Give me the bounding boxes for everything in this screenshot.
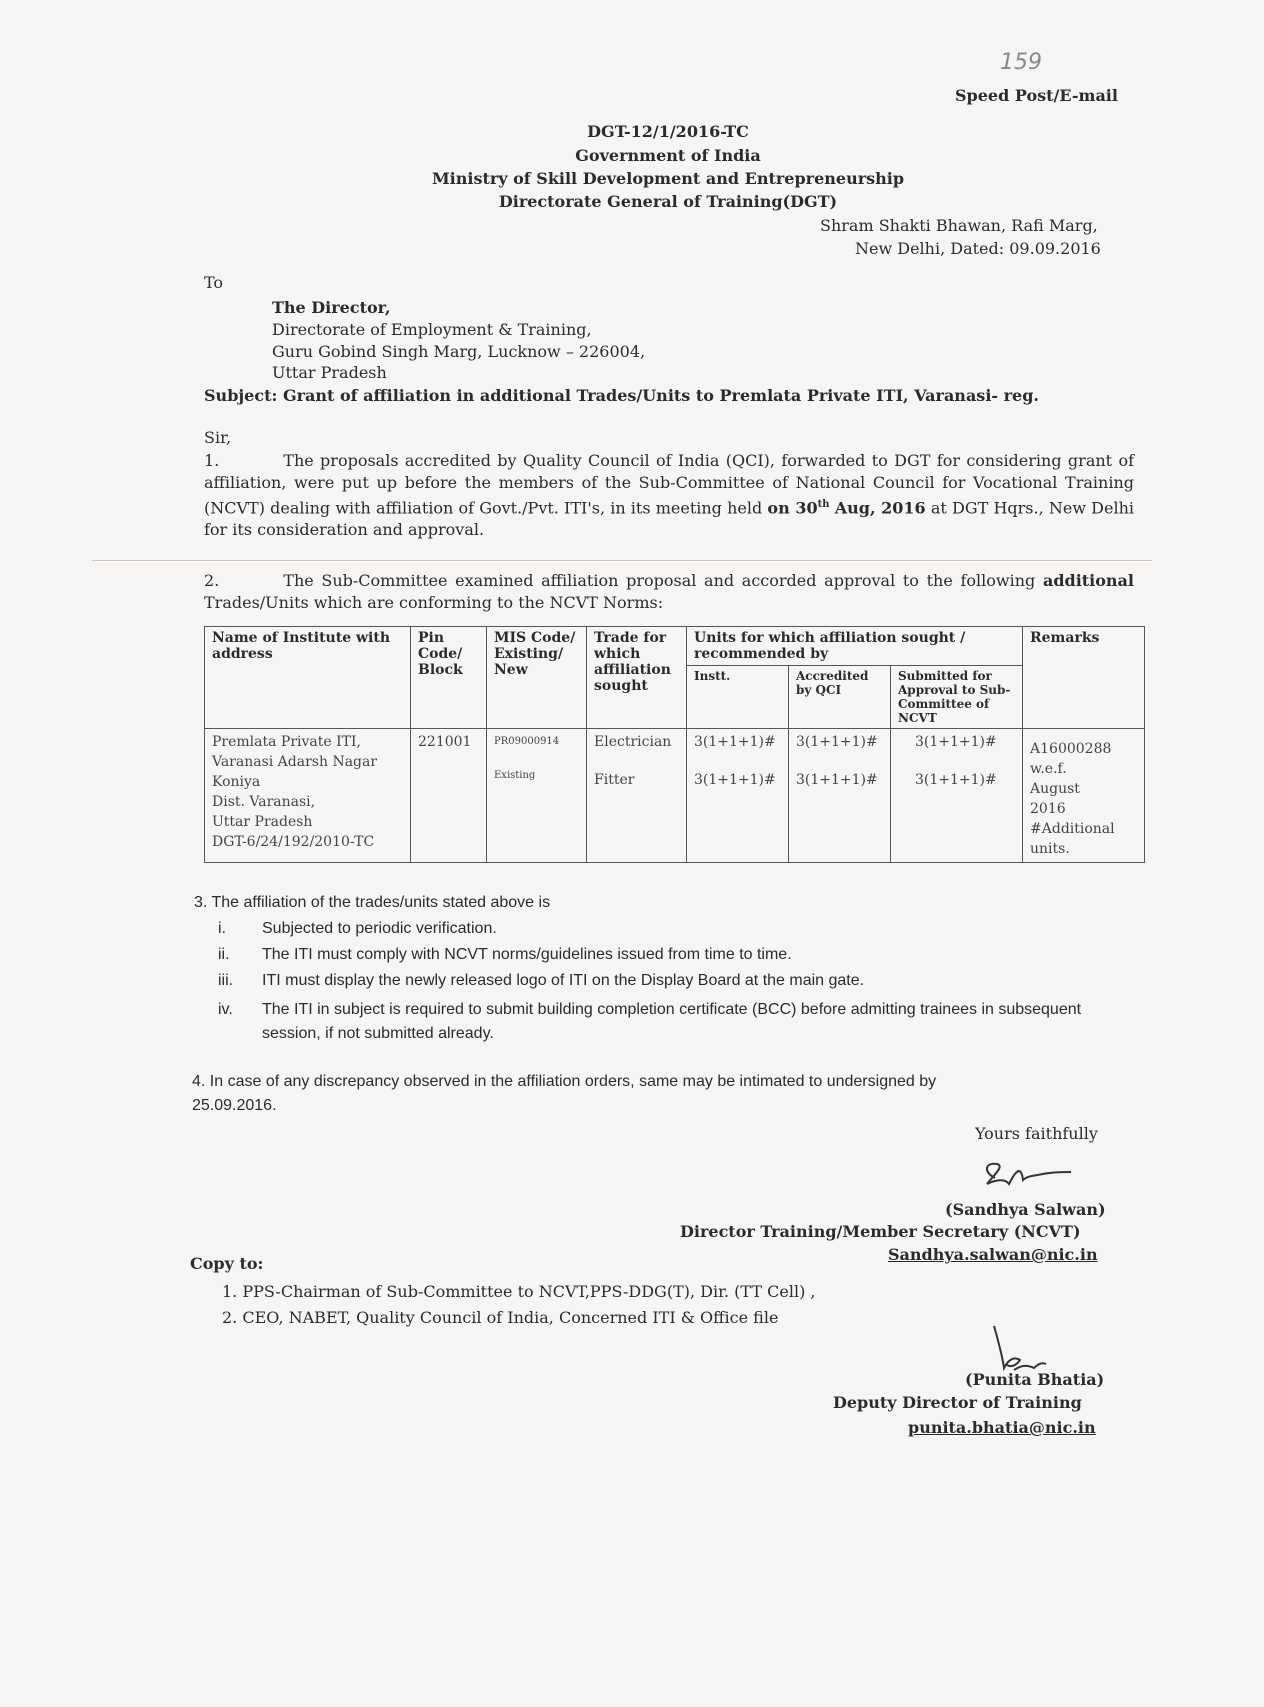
paragraph-1-tail: at DGT Hqrs., New Delhi for its consideration and approval.	[204, 498, 1135, 540]
units-value: 3(1+1+1)#	[796, 772, 878, 788]
recipient-title: The Director,	[272, 298, 391, 317]
remarks-line: w.e.f.	[1030, 761, 1067, 777]
folio-number: 159	[1000, 50, 1042, 75]
list-text: Subjected to periodic verification.	[262, 920, 497, 937]
recipient-line-1: Directorate of Employment & Training,	[272, 320, 592, 339]
subject-line: Subject: Grant of affiliation in additional Trades/Units to Premlata Private ITI, Varanasi- reg.	[204, 386, 1039, 405]
signatory-1-role: Director Training/Member Secretary (NCVT)	[680, 1222, 1081, 1241]
closing: Yours faithfully	[975, 1124, 1098, 1143]
address-line: Premlata Private ITI,	[212, 734, 361, 750]
col-header-qci: Accredited by QCI	[789, 666, 891, 729]
paragraph-1	[204, 450, 1134, 541]
directorate-name: Directorate General of Training(DGT)	[498, 192, 838, 211]
address-line: DGT-6/24/192/2010-TC	[212, 834, 375, 850]
meeting-date-month: Aug, 2016	[834, 498, 926, 518]
divider	[92, 560, 1152, 561]
units-value: 3(1+1+1)#	[915, 772, 997, 788]
to-label: To	[204, 273, 224, 292]
government-name: Government of India	[575, 146, 761, 165]
paragraph-2	[204, 570, 1134, 614]
paragraph-1-number: 1.	[204, 451, 220, 470]
units-value: 3(1+1+1)#	[796, 734, 878, 750]
signature-sandhya-salwan	[965, 1150, 1075, 1200]
recipient-line-2: Guru Gobind Singh Marg, Lucknow – 226004,	[272, 342, 646, 361]
meeting-date-day: on 30	[767, 498, 818, 518]
remarks-line: #Additional	[1030, 821, 1115, 837]
additional-word: additional	[1042, 571, 1134, 590]
remarks-line: units.	[1030, 841, 1070, 857]
list-item	[218, 920, 497, 938]
paragraph-3-intro: 3. The affiliation of the trades/units stated above is	[194, 894, 551, 911]
list-text: ITI must display the newly released logo of ITI on the Display Board at the main gate.	[262, 972, 865, 989]
paragraph-2-text: The Sub-Committee examined affiliation proposal and accorded approval to the following	[283, 571, 1036, 590]
cell-trade	[587, 729, 687, 863]
list-item	[218, 972, 864, 990]
salutation: Sir,	[204, 428, 232, 447]
list-item	[218, 998, 1138, 1046]
remarks-line: August	[1030, 781, 1080, 797]
signatory-2-role: Deputy Director of Training	[833, 1393, 1082, 1412]
paragraph-1-text: The proposals accredited by Quality Council of India (QCI), forwarded to DGT for considering grant of affiliation, were put up before the members of the Sub-Committee of National Council for Vocational Training (NCVT) dealing with affiliation of Govt./Pvt. ITI's, in its meeting held	[204, 451, 1134, 518]
col-header-remarks: Remarks	[1023, 627, 1145, 729]
cell-pin: 221001	[411, 729, 487, 863]
col-header-name: Name of Institute with address	[205, 627, 411, 729]
trade-name: Electrician	[594, 734, 672, 750]
col-header-instt: Instt.	[687, 666, 789, 729]
cell-address	[205, 729, 411, 863]
meeting-date-suffix: th	[817, 499, 830, 510]
recipient-line-3: Uttar Pradesh	[272, 363, 387, 382]
trade-name: Fitter	[594, 772, 635, 788]
copy-to-label: Copy to:	[190, 1254, 264, 1273]
col-header-mis: MIS Code/ Existing/ New	[487, 627, 587, 729]
address-line: Koniya	[212, 774, 261, 790]
units-value: 3(1+1+1)#	[694, 734, 776, 750]
signatory-2-email: punita.bhatia@nic.in	[908, 1418, 1096, 1437]
list-number: iii.	[218, 972, 234, 989]
signatory-1-email: Sandhya.salwan@nic.in	[888, 1245, 1098, 1264]
file-number: DGT-12/1/2016-TC	[587, 122, 749, 141]
table-header-row	[205, 627, 1145, 666]
col-header-pin: Pin Code/ Block	[411, 627, 487, 729]
place-date: New Delhi, Dated: 09.09.2016	[855, 239, 1101, 258]
mis-status: Existing	[494, 770, 536, 781]
col-header-trade: Trade for which affiliation sought	[587, 627, 687, 729]
list-text: The ITI must comply with NCVT norms/guidelines issued from time to time.	[262, 946, 792, 963]
remarks-line: A16000288	[1030, 741, 1112, 757]
paragraph-2-number: 2.	[204, 571, 220, 590]
units-value: 3(1+1+1)#	[915, 734, 997, 750]
cell-ncvt	[891, 729, 1023, 863]
list-text: The ITI in subject is required to submit building completion certificate (BCC) before admitting trainees in subsequent session, if not submitted already.	[262, 1001, 1082, 1042]
list-number: iv.	[218, 1001, 233, 1018]
signatory-2-name: (Punita Bhatia)	[965, 1370, 1105, 1389]
address-line: Dist. Varanasi,	[212, 794, 316, 810]
signatory-1-name: (Sandhya Salwan)	[945, 1200, 1106, 1219]
affiliation-table	[204, 626, 1145, 863]
cell-mis	[487, 729, 587, 863]
dispatch-mode: Speed Post/E-mail	[955, 86, 1118, 105]
units-value: 3(1+1+1)#	[694, 772, 776, 788]
cell-remarks	[1023, 729, 1145, 863]
address-line: Varanasi Adarsh Nagar	[212, 754, 378, 770]
paragraph-4: 4. In case of any discrepancy observed in the affiliation orders, same may be intimated to undersigned by 25.09.2016.	[192, 1073, 937, 1114]
cell-instt	[687, 729, 789, 863]
list-item	[218, 946, 792, 964]
address-line: Uttar Pradesh	[212, 814, 313, 830]
sender-address: Shram Shakti Bhawan, Rafi Marg,	[820, 216, 1098, 235]
col-header-units: Units for which affiliation sought / recommended by	[687, 627, 1023, 666]
copy-to-item: 2. CEO, NABET, Quality Council of India, Concerned ITI & Office file	[222, 1308, 779, 1327]
copy-to-item: 1. PPS-Chairman of Sub-Committee to NCVT,PPS-DDG(T), Dir. (TT Cell) ,	[222, 1282, 816, 1301]
list-number: ii.	[218, 946, 230, 963]
list-number: i.	[218, 920, 226, 937]
cell-qci	[789, 729, 891, 863]
table-row	[205, 729, 1145, 863]
ministry-name: Ministry of Skill Development and Entrepreneurship	[431, 169, 905, 188]
mis-code: PR09000914	[494, 736, 560, 747]
col-header-ncvt: Submitted for Approval to Sub-Committee of NCVT	[891, 666, 1023, 729]
paragraph-2-tail: Trades/Units which are conforming to the NCVT Norms:	[204, 593, 664, 612]
remarks-line: 2016	[1030, 801, 1066, 817]
